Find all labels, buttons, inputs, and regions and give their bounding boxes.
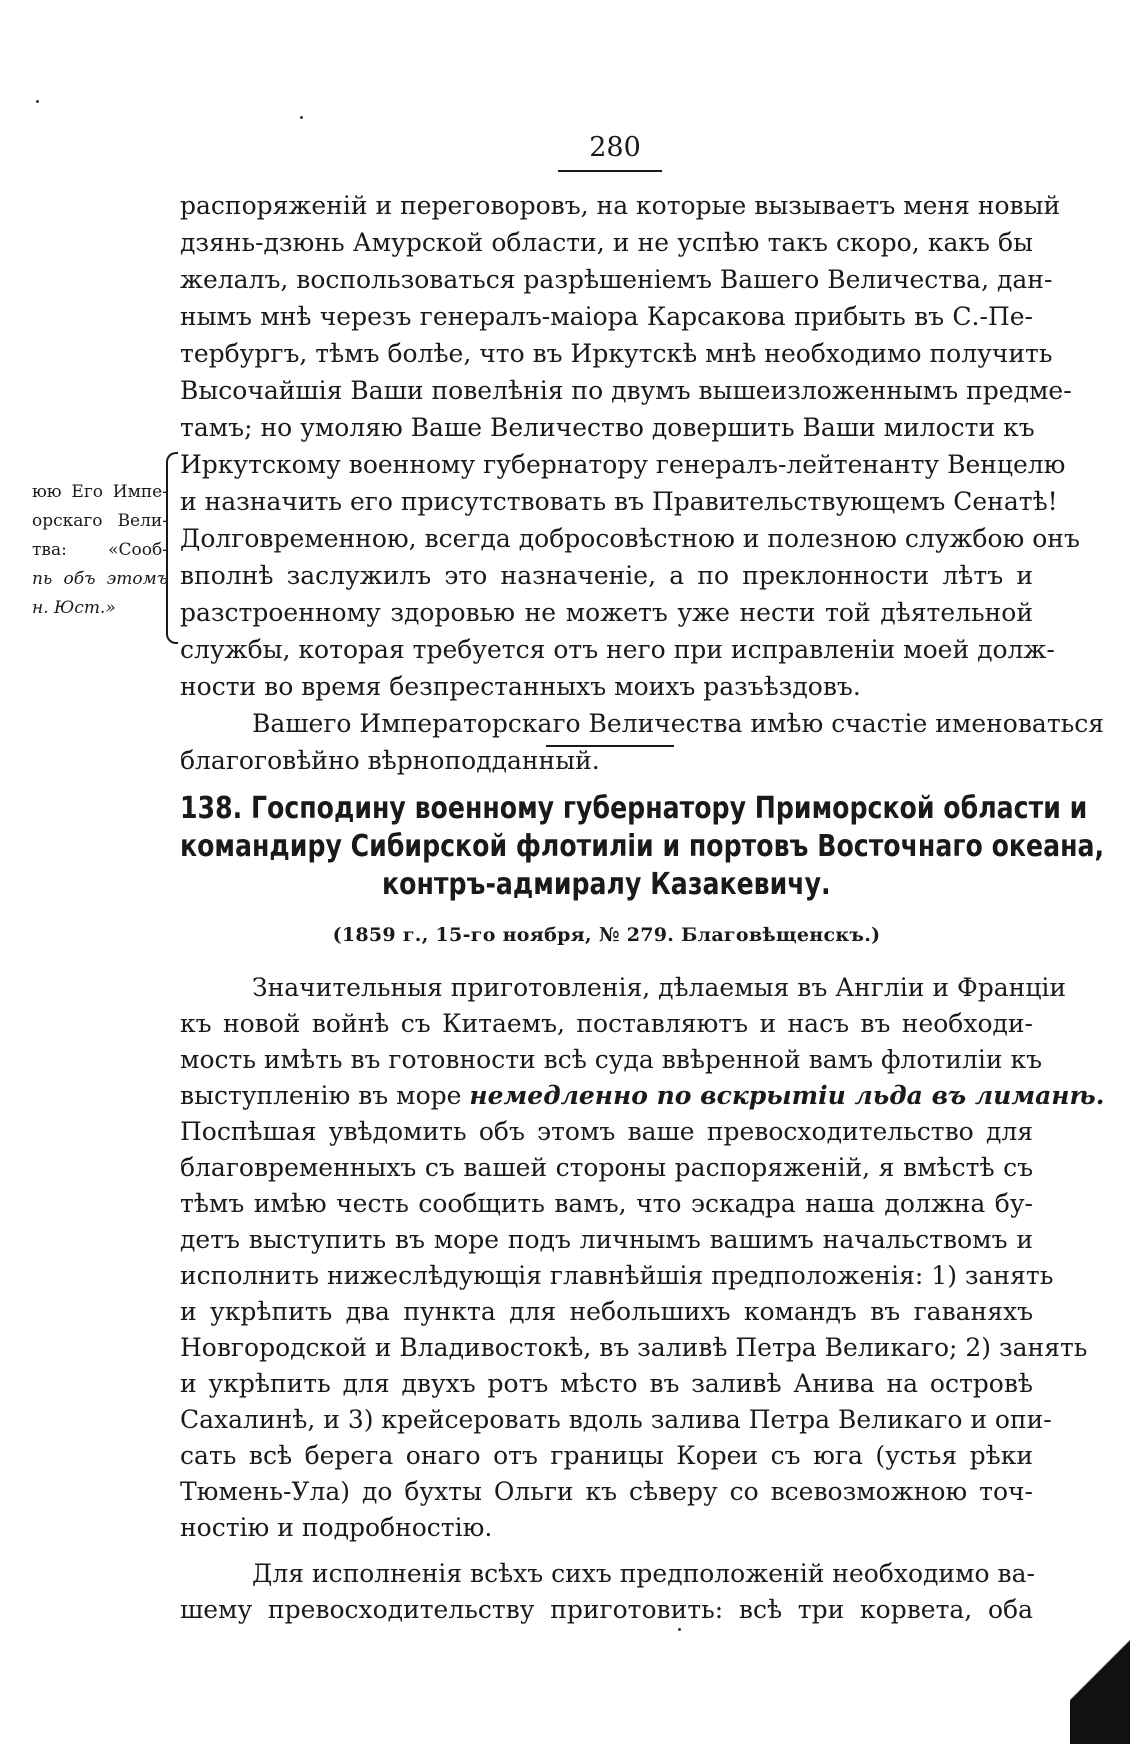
- body-line: желалъ, воспользоваться разрѣшеніемъ Вашего Величества, дан-: [180, 265, 1053, 294]
- para1-line: ностію и подробностію.: [180, 1513, 493, 1542]
- section-divider: [546, 745, 674, 747]
- body-line: тамъ; но умоляю Ваше Величество довершить Ваши милости къ: [180, 413, 1035, 442]
- para1-line: и укрѣпить для двухъ ротъ мѣсто въ заливѣ Анива на островѣ: [180, 1369, 1033, 1398]
- scan-speck: [678, 1628, 681, 1631]
- para1-line: [180, 1078, 1105, 1114]
- para1-line: Новгородской и Владивостокѣ, въ заливѣ Петра Великаго; 2) занять: [180, 1333, 1088, 1362]
- section-heading-line: командиру Сибирской флотиліи и портовъ Восточнаго океана,: [180, 829, 1105, 864]
- scan-speck: [300, 116, 303, 119]
- para1-line: тѣмъ имѣю честь сообщить вамъ, что эскадра наша должна бу-: [180, 1189, 1033, 1218]
- body-line: распоряженій и переговоровъ, на которые вызываетъ меня новый: [180, 191, 1061, 220]
- body-line: Иркутскому военному губернатору генералъ-лейтенанту Венцелю: [180, 450, 1066, 479]
- margin-note-line: тва: «Сооб-: [32, 540, 168, 560]
- body-line: и назначить его присутствовать въ Правительствующемъ Сенатѣ!: [180, 487, 1058, 516]
- section-heading-line: 138. Господину военному губернатору Приморской области и: [180, 791, 1088, 826]
- scan-speck: [36, 100, 39, 103]
- body-line: ности во время безпрестанныхъ моихъ разъѣздовъ.: [180, 672, 861, 701]
- section-heading-line: контръ-адмиралу Казакевичу.: [382, 867, 831, 902]
- body-line: вполнѣ заслужилъ это назначеніе, а по преклонности лѣтъ и: [180, 561, 1033, 590]
- para1-line: детъ выступить въ море подъ личнымъ вашимъ начальствомъ и: [180, 1225, 1033, 1254]
- margin-note-line: н. Юст.»: [32, 598, 116, 618]
- para1-line: сать всѣ берега онаго отъ границы Кореи съ юга (устья рѣки: [180, 1441, 1033, 1470]
- margin-note-line: пь объ этомъ: [32, 569, 168, 589]
- body-line: Высочайшія Ваши повелѣнія по двумъ вышеизложеннымъ предме-: [180, 376, 1072, 405]
- margin-note-line: орскаго Вели-: [32, 511, 168, 531]
- para1-line: мость имѣть въ готовности всѣ суда ввѣренной вамъ флотиліи къ: [180, 1045, 1042, 1074]
- para1-line: Сахалинѣ, и 3) крейсеровать вдоль залива Петра Великаго и опи-: [180, 1405, 1052, 1434]
- para1-line: Тюмень-Ула) до бухты Ольги къ сѣверу со всевозможною точ-: [180, 1477, 1033, 1506]
- body-line: службы, которая требуется отъ него при исправленіи моей долж-: [180, 635, 1055, 664]
- closing-line: Вашего Императорскаго Величества имѣю счастіе именоваться: [252, 709, 1105, 738]
- margin-note-brace: [166, 452, 178, 644]
- para1-line: и укрѣпить два пункта для небольшихъ командъ въ гаваняхъ: [180, 1297, 1033, 1326]
- scan-corner-artifact: [1070, 1594, 1130, 1744]
- body-line: Долговременною, всегда добросовѣстною и полезною службою онъ: [180, 524, 1080, 553]
- page-number-rule: [558, 170, 662, 172]
- body-line: разстроенному здоровью не можетъ уже нести той дѣятельной: [180, 598, 1033, 627]
- para1-emphasis: немедленно по вскрытіи льда въ лиманѣ.: [469, 1081, 1105, 1110]
- dateline: (1859 г., 15-го ноября, № 279. Благовѣщенскъ.): [332, 924, 881, 946]
- para1-line: исполнить нижеслѣдующія главнѣйшія предположенія: 1) занять: [180, 1261, 1054, 1290]
- para1-line: благовременныхъ съ вашей стороны распоряженій, я вмѣстѣ съ: [180, 1153, 1033, 1182]
- margin-note-line: юю Его Импе-: [32, 482, 168, 502]
- para2-line: Для исполненія всѣхъ сихъ предположеній необходимо ва-: [252, 1559, 1035, 1588]
- para1-line-start: выступленію въ море: [180, 1081, 470, 1110]
- body-line: тербургъ, тѣмъ болѣе, что въ Иркутскѣ мнѣ необходимо получить: [180, 339, 1053, 368]
- closing-line: благоговѣйно вѣрноподданный.: [180, 746, 600, 775]
- para1-line: Поспѣшая увѣдомить объ этомъ ваше превосходительство для: [180, 1117, 1033, 1146]
- body-line: дзянь-дзюнь Амурской области, и не успѣю такъ скоро, какъ бы: [180, 228, 1033, 257]
- page-number: 280: [589, 132, 641, 163]
- para2-line: шему превосходительству приготовить: всѣ три корвета, оба: [180, 1595, 1033, 1624]
- body-line: нымъ мнѣ черезъ генералъ-маіора Карсакова прибыть въ С.-Пе-: [180, 302, 1033, 331]
- para1-line: къ новой войнѣ съ Китаемъ, поставляютъ и насъ въ необходи-: [180, 1009, 1033, 1038]
- para1-line: Значительныя приготовленія, дѣлаемыя въ Англіи и Франціи: [252, 973, 1067, 1002]
